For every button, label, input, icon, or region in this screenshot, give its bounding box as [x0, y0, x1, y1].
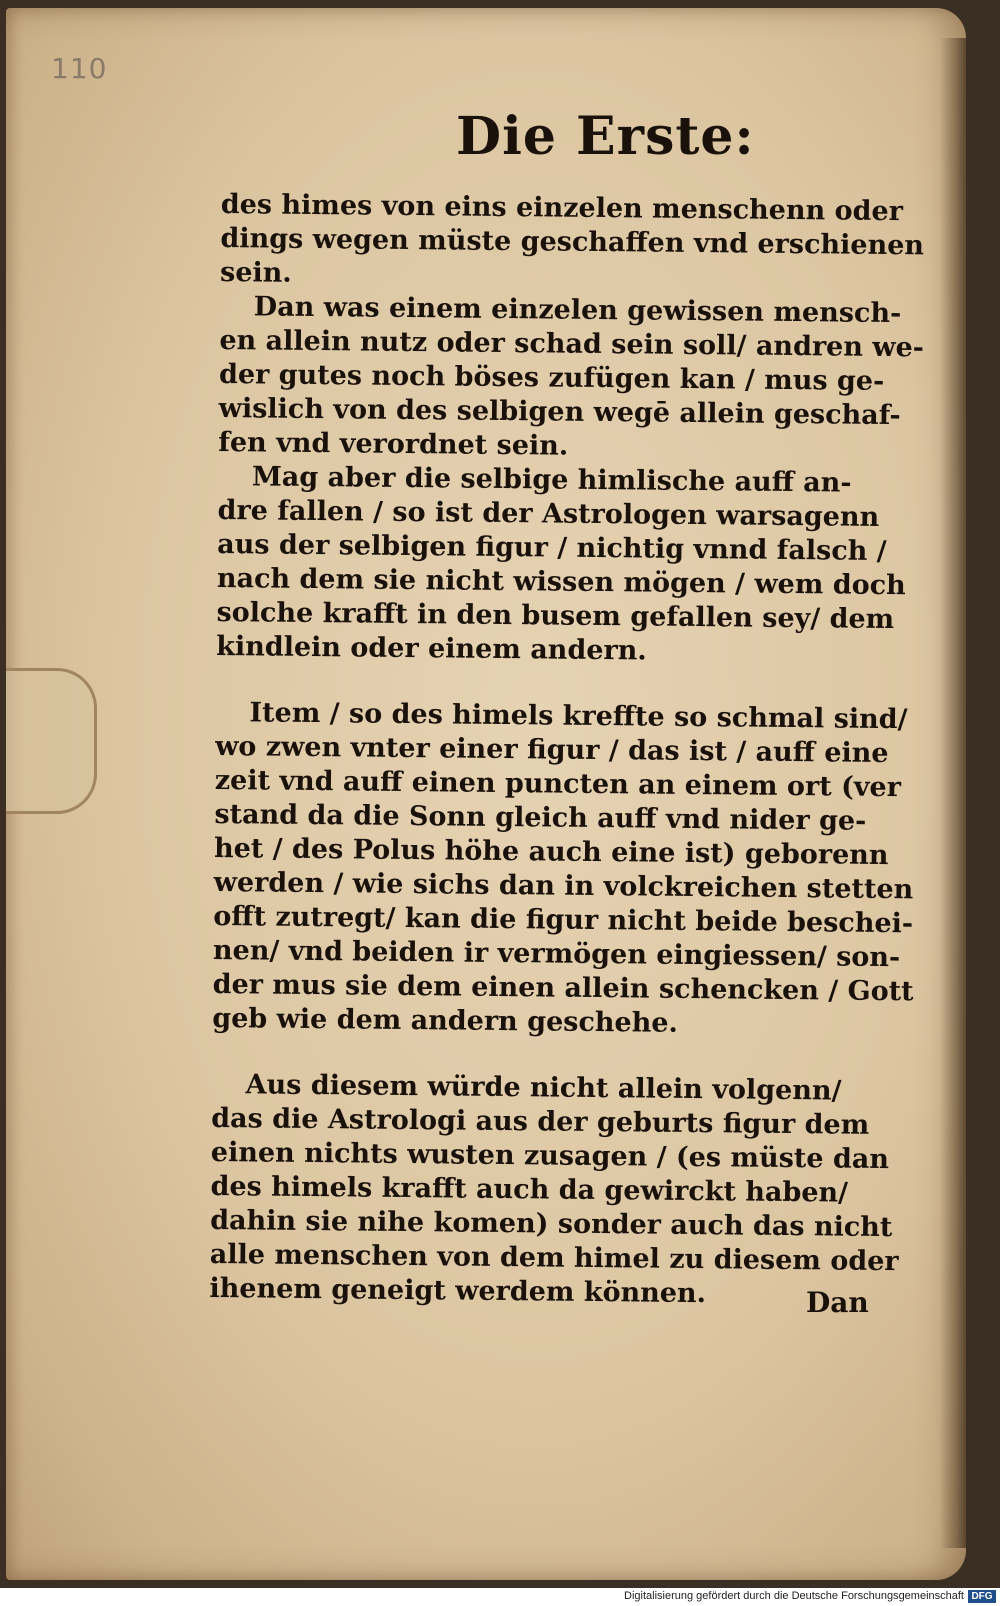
text-line: des himels krafft auch da gewirckt haben/ [210, 1170, 849, 1209]
text-line: einen nichts wusten zusagen / (es müste dan [210, 1136, 890, 1176]
catchword: Dan [806, 1286, 869, 1319]
text-line: nen/ vnd beiden ir vermögen eingiessen/ son- [212, 934, 901, 974]
text-line: dahin sie nihe komen) sonder auch das nicht [210, 1204, 893, 1244]
text-line: werden / wie sichs dan in volckreichen stetten [213, 866, 914, 906]
text-line: solche krafft in den busem gefallen sey/ dem [216, 596, 895, 636]
text-line: het / des Polus höhe auch eine ist) geborenn [213, 832, 889, 872]
text-line: wislich von des selbigen wegē allein geschaf- [218, 392, 901, 432]
page-edge-shadow [940, 38, 966, 1548]
dfg-logo: DFG [968, 1590, 996, 1603]
body-text [209, 188, 925, 1313]
text-line: aus der selbigen figur / nichtig vnnd falsch / [217, 528, 887, 567]
text-line: en allein nutz oder schad sein soll/ andren we- [219, 324, 925, 364]
text-line: wo zwen vnter einer figur / das ist / auff eine [214, 730, 889, 770]
book-page [6, 8, 966, 1580]
paragraph [209, 1068, 899, 1313]
text-line: Aus diesem würde nicht allein volgenn/ [245, 1069, 842, 1107]
text-line: geb wie dem andern geschehe. [212, 1002, 679, 1039]
funding-credit: Digitalisierung gefördert durch die Deutsche Forschungsgemeinschaft [624, 1590, 964, 1602]
text-line: offt zutregt/ kan die figur nicht beide beschei- [213, 900, 914, 940]
text-line: ihenem geneigt werdem können. [209, 1272, 707, 1310]
text-line: Dan was einem einzelen gewissen mensch- [253, 291, 902, 330]
text-line: fen vnd verordnet sein. [218, 426, 569, 462]
text-line: der mus sie dem einen allein schencken / Gott [212, 968, 914, 1008]
text-line: Item / so des himels kreffte so schmal sind/ [249, 697, 908, 736]
folio-number: 110 [51, 52, 108, 85]
text-line: nach dem sie nicht wissen mögen / wem doch [216, 562, 906, 602]
text-line: stand da die Sonn gleich auff vnd nider ge- [214, 798, 867, 837]
text-line: der gutes noch böses zufügen kan / mus ge- [218, 358, 885, 397]
text-line: Mag aber die selbige himlische auff an- [251, 461, 852, 499]
text-line: zeit vnd auff einen puncten an einem ort (ver [214, 764, 902, 804]
text-line: alle menschen von dem himel zu diesem oder [209, 1238, 899, 1278]
paragraph [218, 290, 925, 467]
text-line: das die Astrologi aus der geburts figur dem [211, 1102, 870, 1141]
paragraph [212, 696, 914, 1043]
text-line: kindlein oder einem andern. [216, 630, 647, 667]
digitization-footer [0, 1588, 1000, 1606]
text-line: dings wegen müste geschaffen vnd erschienen [220, 222, 925, 262]
running-head: Die Erste: [456, 106, 755, 167]
text-line: des himes von eins einzelen menschenn oder [220, 188, 904, 228]
paragraph [219, 188, 925, 297]
text-line: sein. [219, 256, 292, 289]
page-tab-marker [6, 668, 97, 814]
text-line: dre fallen / so ist der Astrologen warsagenn [217, 494, 880, 533]
paragraph [216, 460, 906, 671]
